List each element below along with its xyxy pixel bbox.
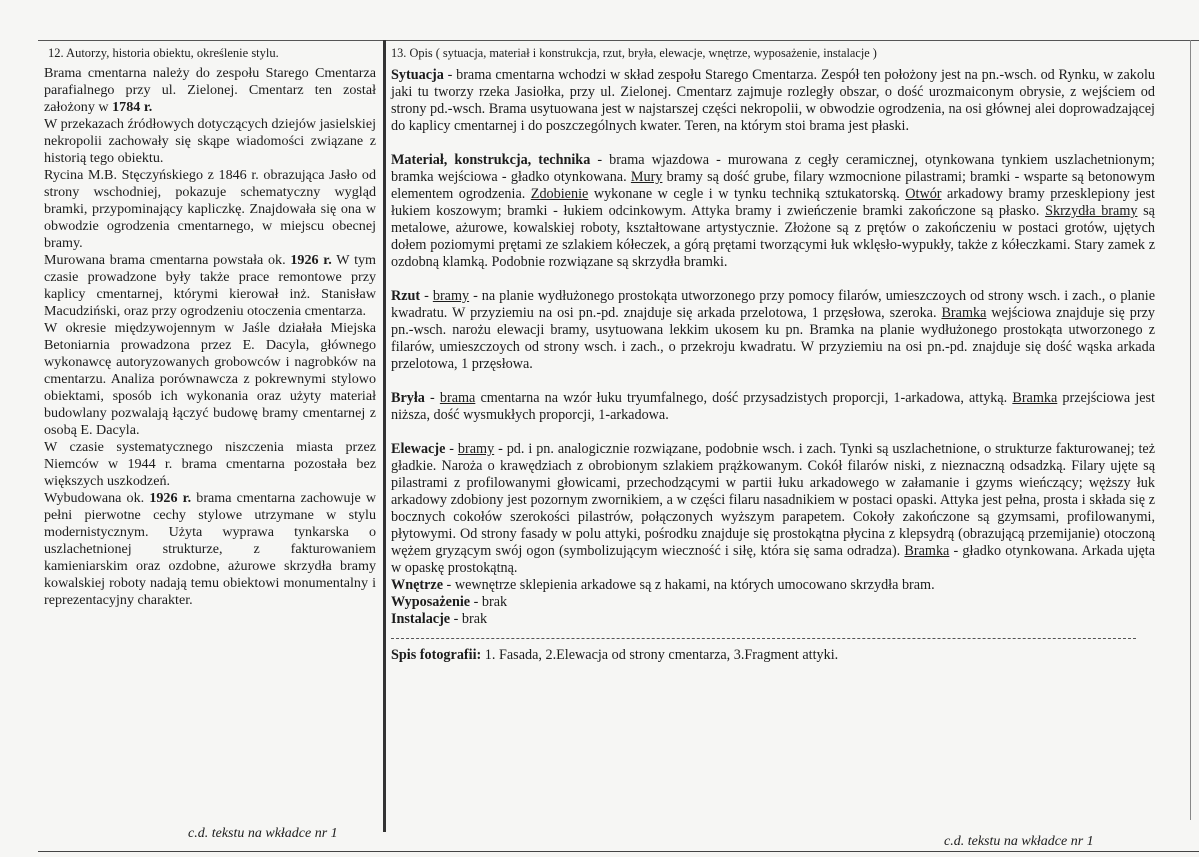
- section-label: Elewacje: [391, 441, 446, 457]
- history-body: [44, 65, 376, 609]
- text-span: - brama wjazdowa - murowana z cegły ceramicznej, otynkowana tynkiem uszlachetnionym; bramka wejściowa - gładko otynkowana.: [391, 152, 1156, 185]
- text-span: bramy są dość grube, filary wzmocnione pilastrami; bramki - wsparte są betonowym elementem ogrodzenia.: [391, 169, 1155, 202]
- text-span: Murowana brama cmentarna powstała ok.: [44, 252, 286, 268]
- history-heading: 12. Autorzy, historia obiektu, określenie stylu.: [48, 46, 279, 60]
- section-label: Materiał, konstrukcja, technika: [391, 152, 591, 168]
- underlined-term: Bramka: [1012, 390, 1058, 406]
- wyposazenie-paragraph: [391, 594, 1155, 611]
- text-span: przejściowa jest niższa, dość wysmukłych proporcji, 1-arkadowa.: [391, 390, 1155, 423]
- underlined-term: Otwór: [905, 186, 942, 202]
- sytuacja-paragraph: [391, 67, 1155, 135]
- history-section: [44, 46, 376, 609]
- underlined-term: Mury: [630, 169, 663, 185]
- section-label: Instalacje: [391, 611, 451, 627]
- underlined-term: Skrzydła bramy: [1045, 203, 1138, 219]
- section-label: Bryła: [391, 390, 425, 406]
- date-bold: 1926 r.: [149, 490, 192, 506]
- right-edge-rule: [1190, 40, 1191, 820]
- history-paragraph: W czasie systematycznego niszczenia miasta przez Niemców w 1944 r. brama cmentarna pozostała bez większych uszkodzeń.: [44, 439, 376, 489]
- history-paragraph: [44, 65, 376, 116]
- text-span: Wybudowana ok.: [44, 490, 145, 506]
- underlined-term: brama: [439, 390, 476, 406]
- text-span: - brak: [450, 611, 488, 627]
- instalacje-paragraph: [391, 611, 1155, 628]
- date-bold: 1784 r.: [112, 99, 153, 115]
- section-label: Wnętrze: [391, 577, 443, 593]
- history-paragraph: [44, 252, 376, 320]
- spis-fotografii: [391, 647, 1155, 664]
- text-span: - brak: [470, 594, 508, 610]
- text-span: -: [424, 390, 440, 406]
- date-bold: 1926 r.: [290, 252, 332, 268]
- rzut-paragraph: [391, 288, 1155, 373]
- underlined-term: Bramka: [904, 543, 950, 559]
- text-span: -: [420, 288, 433, 304]
- section-label: Spis fotografii:: [391, 647, 482, 663]
- dashed-divider: [391, 638, 1136, 639]
- description-section: [391, 46, 1155, 664]
- underlined-term: Zdobienie: [530, 186, 589, 202]
- history-paragraph: [44, 490, 376, 609]
- history-paragraph: Rycina M.B. Stęczyńskiego z 1846 r. obrazująca Jasło od strony wschodniej, pokazuje schematyczny wygląd bramki, przypominający kapliczkę. Znajdowała się ona w obwodzie ogrodzenia cmentarnego, w miejscu obecnej bramy.: [44, 167, 376, 251]
- elewacje-paragraph: [391, 441, 1155, 577]
- underlined-term: bramy: [432, 288, 470, 304]
- text-span: 1. Fasada, 2.Elewacja od strony cmentarza, 3.Fragment attyki.: [481, 647, 839, 663]
- top-rule: [38, 40, 1199, 41]
- bottom-rule: [38, 851, 1199, 852]
- text-span: - na planie wydłużonego prostokąta utworzonego przy pomocy filarów, umieszczoych od strony wsch. i zach., o planie kwadratu. W przyziemiu na osi pn.-pd. znajduje się arkada przelotowa, 1 przęsłowa, szeroka.: [391, 288, 1155, 321]
- section-label: Sytuacja: [391, 67, 444, 83]
- continuation-note-left: c.d. tekstu na wkładce nr 1: [188, 826, 338, 841]
- description-body: [391, 67, 1155, 664]
- text-span: wejściowa znajduje się przy pn.-wsch. narożu elewacji bramy, usytuowana lekkim ukosem ku pn. Bramka na planie wydłużonego prostokąta utworzonego z filarów, umieszczoych od strony wsch. i zach., o przekroju kwadratu. W przyziemiu na osi pn.-pd. znajduje się dość wąska arkada przelotowa, 1 przęsłowa.: [391, 305, 1155, 372]
- text-span: - gładko otynkowana. Arkada ujęta w opaskę prostokątną.: [391, 543, 1155, 576]
- description-heading: 13. Opis ( sytuacja, materiał i konstrukcja, rzut, bryła, elewacje, wnętrze, wyposażenie, instalacje ): [391, 46, 877, 60]
- text-span: - pd. i pn. analogicznie rozwiązane, podobnie wsch. i zach. Tynki są uszlachetnione, o strukturze fakturowanej; też gładkie. Naroża o krawędziach z obrobionym szlakiem prążkowanym. Cokół filarów niski, z nieznaczną odsadzką. Filary ujęte są pilastrami z profilowanymi głowicami, przechodzącymi w partii łuku arkadowego w załamanie i gzyms wieńczący; węższy łuk arkadowy zdobiony jest pozornym zwornikiem, a w części filaru nasadnikiem w postaci opaski. Attyka jest pełna, prosta i składa się z bocznych cokołów szerokości pilastrów, połączonych wyższym parapetem. Cokoły zakończone są gzymsami, profilowanymi, płytowymi. Od strony fasady w polu attyki, pośrodku znajduje się prostokątna płycina z klepsydrą (obrazującą przemijanie) otoczoną wężem gryzącym swój ogon (symbolizującym wieczność i siłę, która się sama odradza).: [391, 441, 1155, 559]
- text-span: Brama cmentarna należy do zespołu Starego Cmentarza parafialnego przy ul. Zielonej. Cmentarz ten został założony w: [44, 65, 376, 115]
- underlined-term: Bramka: [941, 305, 987, 321]
- text-span: wykonane w cegle i w tynku techniką sztukatorską.: [588, 186, 906, 202]
- section-label: Rzut: [391, 288, 421, 304]
- text-span: są metalowe, ażurowe, kowalskiej roboty, kształtowane artystycznie. Złożone są z prętów o zakończeniu w postaci grotów, ujętych dołem poziomymi prętami ze szlakiem kółeczek, a górą prętami tworzącymi łuk wklęsło-wypukły, także z kółeczkami. Stary zamek z ozdobną klamką. Podobnie rozwiązane są skrzydła bramki.: [391, 203, 1155, 270]
- text-span: brama cmentarna zachowuje w pełni pierwotne cechy stylowe utrzymane w stylu modernistycznym. Użyta wyprawa tynkarska o uszlachetnionej strukturze, z fakturowaniem kamieniarskim oraz ozdobne, ażurowe skrzydła bramy kowalskiej roboty nadają temu obiektowi monumentalny i reprezentacyjny charakter.: [44, 490, 377, 608]
- column-divider: [383, 40, 386, 832]
- wnetrze-paragraph: [391, 577, 1155, 594]
- text-span: -: [445, 441, 458, 457]
- text-span: arkadowy bramy przesklepiony jest łukiem koszowym; bramki - łukiem odcinkowym. Attyka bramy i zwieńczenie bramki zakończone są płasko.: [391, 186, 1155, 219]
- history-paragraph: W przekazach źródłowych dotyczących dziejów jasielskiej nekropolii zachowały się skąpe wiadomości związane z historią tego obiektu.: [44, 116, 376, 166]
- text-span: cmentarna na wzór łuku tryumfalnego, dość przysadzistych proporcji, 1-arkadowa, attyką.: [475, 390, 1013, 406]
- underlined-term: bramy: [457, 441, 495, 457]
- text-span: - brama cmentarna wchodzi w skład zespołu Starego Cmentarza. Zespół ten położony jest na pn.-wsch. od Rynku, w zakolu jaki tu tworzy rzeka Jasiołka, przy ul. Zielonej. Cmentarz zajmuje rozległy obszar, o dość urozmaiconym obrysie, z wejściem od strony pd.-wsch. Brama usytuowana jest w najstarszej części nekropolii, w obwodzie ogrodzenia, na osi głównej alei doprowadzającej do kaplicy cmentarnej i do poszczególnych kwater. Teren, na którym stoi brama jest płaski.: [391, 67, 1155, 134]
- text-span: W tym czasie prowadzone były także prace remontowe przy kaplicy cmentarnej, którymi kierował inż. Stanisław Macudziński, oraz przy ogrodzeniu otoczenia cmentarza.: [44, 252, 376, 319]
- section-label: Wyposażenie: [391, 594, 471, 610]
- bryla-paragraph: [391, 390, 1155, 424]
- continuation-note-right: c.d. tekstu na wkładce nr 1: [944, 834, 1094, 849]
- history-paragraph: W okresie międzywojennym w Jaśle działała Miejska Betoniarnia prowadzona przez E. Dacyla, głównego wykonawcę autoryzowanych grobowców i nagrobków na cmentarzu. Analiza porównawcza z pokrewnymi stylowo obiektami, sposób ich wykonania oraz użyty materiał budowlany pozwalają łączyć budowę bramy cmentarnej z osobą E. Dacyla.: [44, 320, 376, 438]
- text-span: - wewnętrze sklepienia arkadowe są z hakami, na których umocowano skrzydła bram.: [443, 577, 935, 593]
- material-paragraph: [391, 152, 1155, 271]
